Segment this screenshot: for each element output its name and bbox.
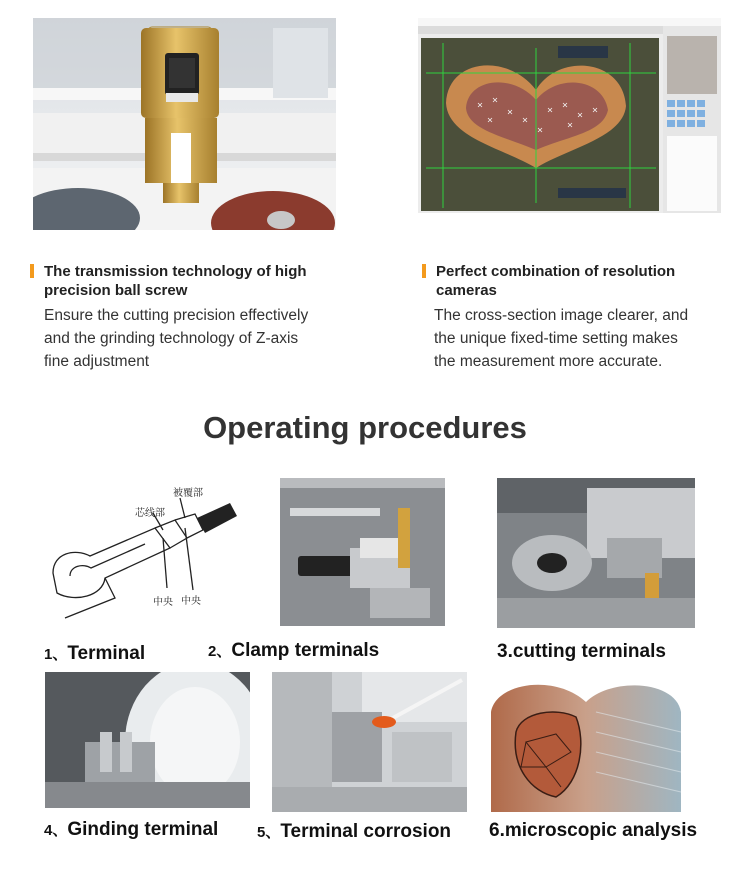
grinding-illustration xyxy=(45,672,250,808)
feature-desc-line: Ensure the cutting precision effectively xyxy=(44,307,309,324)
feature-desc-ball-screw xyxy=(44,304,349,373)
step-caption-3 xyxy=(497,641,666,663)
microscopic-illustration xyxy=(486,672,686,812)
terminal-line-drawing xyxy=(45,478,245,628)
accent-bar xyxy=(422,264,426,278)
step-number: 1、 xyxy=(44,646,68,663)
step-caption-2 xyxy=(208,640,379,662)
step-label: microscopic analysis xyxy=(504,820,698,841)
diagram-label-top: 被覆部 xyxy=(173,488,203,499)
corrosion-illustration xyxy=(272,672,467,812)
feature-title-line: The transmission technology of high xyxy=(44,263,307,280)
clamp-photo xyxy=(280,478,445,626)
step-caption-4 xyxy=(44,819,218,841)
step-caption-5 xyxy=(257,821,451,843)
clamp-illustration xyxy=(280,478,445,626)
software-screenshot xyxy=(418,18,721,213)
cross-section-software-illustration xyxy=(418,18,721,213)
cutting-illustration xyxy=(497,478,695,628)
feature-desc-line: the unique fixed-time setting makes xyxy=(434,330,678,347)
feature-desc-line: fine adjustment xyxy=(44,353,150,370)
section-title: Operating procedures xyxy=(203,410,527,445)
cutting-photo xyxy=(497,478,695,628)
feature-desc-cameras xyxy=(434,304,734,373)
ball-screw-photo xyxy=(33,18,336,230)
step-number: 6. xyxy=(489,820,505,841)
grinding-photo xyxy=(45,672,250,808)
step-number: 4、 xyxy=(44,822,68,839)
diagram-label-left: 芯线部 xyxy=(135,508,165,519)
step-caption-6 xyxy=(489,820,697,842)
accent-bar xyxy=(30,264,34,278)
step-label: Ginding terminal xyxy=(67,819,219,840)
step-caption-1 xyxy=(44,643,145,665)
feature-desc-line: The cross-section image clearer, and xyxy=(434,307,689,324)
step-label: Terminal xyxy=(67,643,146,664)
feature-desc-line: the measurement more accurate. xyxy=(434,353,663,370)
feature-desc-line: and the grinding technology of Z-axis xyxy=(44,330,299,347)
feature-title-line: cameras xyxy=(436,282,497,299)
step-label: Terminal corrosion xyxy=(280,821,452,842)
feature-title-line: Perfect combination of resolution xyxy=(436,263,676,280)
step-number: 2、 xyxy=(208,643,232,660)
ball-screw-illustration xyxy=(33,18,336,230)
diagram-label-center2: 中央 xyxy=(181,596,201,607)
step-number: 3. xyxy=(497,641,513,662)
step-label: cutting terminals xyxy=(512,641,666,662)
terminal-diagram xyxy=(45,478,245,628)
feature-title-line: precision ball screw xyxy=(44,282,188,299)
diagram-label-center1: 中央 xyxy=(153,597,173,608)
step-label: Clamp terminals xyxy=(231,640,380,661)
microscopic-photo xyxy=(486,672,686,812)
feature-title-cameras xyxy=(436,262,726,300)
feature-title-ball-screw xyxy=(44,262,344,300)
step-number: 5、 xyxy=(257,824,281,841)
corrosion-photo xyxy=(272,672,467,812)
